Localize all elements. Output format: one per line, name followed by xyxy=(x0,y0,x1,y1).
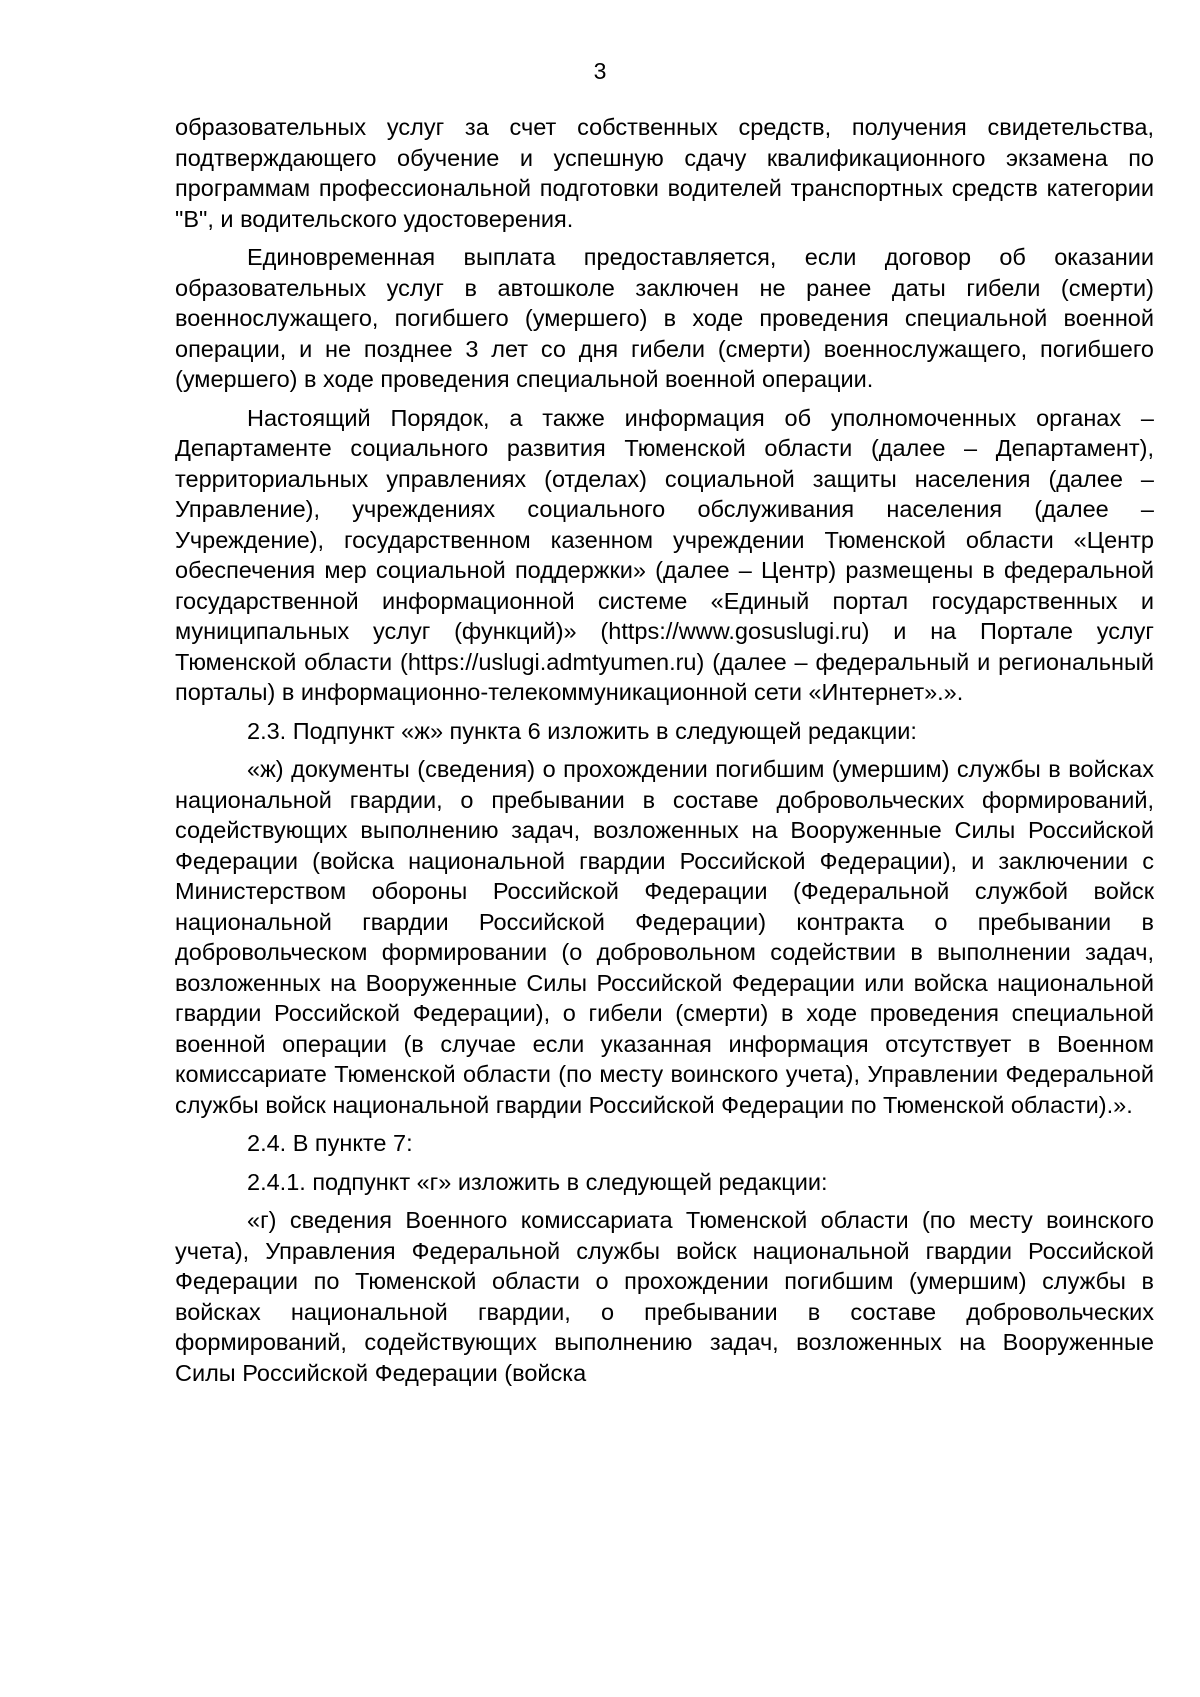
paragraph-subclause-zh: «ж) документы (сведения) о прохождении погибшим (умершим) службы в войсках национальной гвардии, о пребывании в составе добровольческих формирований, содействующих выполнению задач, возложенных на Вооруженные Силы Российской Федерации (войска национальной гвардии Российской Федерации), и заключении с Министерством обороны Российской Федерации (Федеральной службой войск национальной гвардии Российской Федерации) контракта о пребывании в добровольческом формировании (о добровольном содействии в выполнении задач, возложенных на Вооруженные Силы Российской Федерации или войска национальной гвардии Российской Федерации), о гибели (смерти) в ходе проведения специальной военной операции (в случае если указанная информация отсутствует в Военном комиссариате Тюменской области (по месту воинского учета), Управлении Федеральной службы войск национальной гвардии Российской Федерации по Тюменской области).». xyxy=(175,756,1154,1118)
page-number: 3 xyxy=(593,58,607,84)
document-body xyxy=(175,112,1154,1396)
paragraph-clause-2-4-1: 2.4.1. подпункт «г» изложить в следующей редакции: xyxy=(247,1168,828,1195)
paragraph-payment-conditions: Единовременная выплата предоставляется, если договор об оказании образовательных услуг в автошколе заключен не ранее даты гибели (смерти) военнослужащего, погибшего (умершего) в ходе проведения специальной военной операции, и не позднее 3 лет со дня гибели (смерти) военнослужащего, погибшего (умершего) в ходе проведения специальной военной операции. xyxy=(175,244,1154,392)
paragraph-clause-2-4: 2.4. В пункте 7: xyxy=(247,1130,413,1156)
paragraph-subclause-g: «г) сведения Военного комиссариата Тюменской области (по месту воинского учета), Управления Федеральной службы войск национальной гвардии Российской Федерации по Тюменской области о прохождении погибшим (умершим) службы в войсках национальной гвардии, о пребывании в составе добровольческих формирований, содействующих выполнению задач, возложенных на Вооруженные Силы Российской Федерации (войска xyxy=(175,1207,1154,1386)
paragraph-continuation: образовательных услуг за счет собственных средств, получения свидетельства, подтверждающего обучение и успешную сдачу квалификационного экзамена по программам профессиональной подготовки водителей транспортных средств категории "B", и водительского удостоверения. xyxy=(175,114,1154,232)
paragraph-clause-2-3: 2.3. Подпункт «ж» пункта 6 изложить в следующей редакции: xyxy=(247,717,917,744)
paragraph-procedure-publication: Настоящий Порядок, а также информация об уполномоченных органах – Департаменте социального развития Тюменской области (далее – Департамент), территориальных управлениях (отделах) социальной защиты населения (далее – Управление), учреждениях социального обслуживания населения (далее – Учреждение), государственном казенном учреждении Тюменской области «Центр обеспечения мер социальной поддержки» (далее – Центр) размещены в федеральной государственной информационной системе «Единый портал государственных и муниципальных услуг (функций)» (https://www.gosuslugi.ru) и на Портале услуг Тюменской области (https://uslugi.admtyumen.ru) (далее – федеральный и региональный порталы) в информационно-телекоммуникационной сети «Интернет».». xyxy=(175,404,1154,705)
